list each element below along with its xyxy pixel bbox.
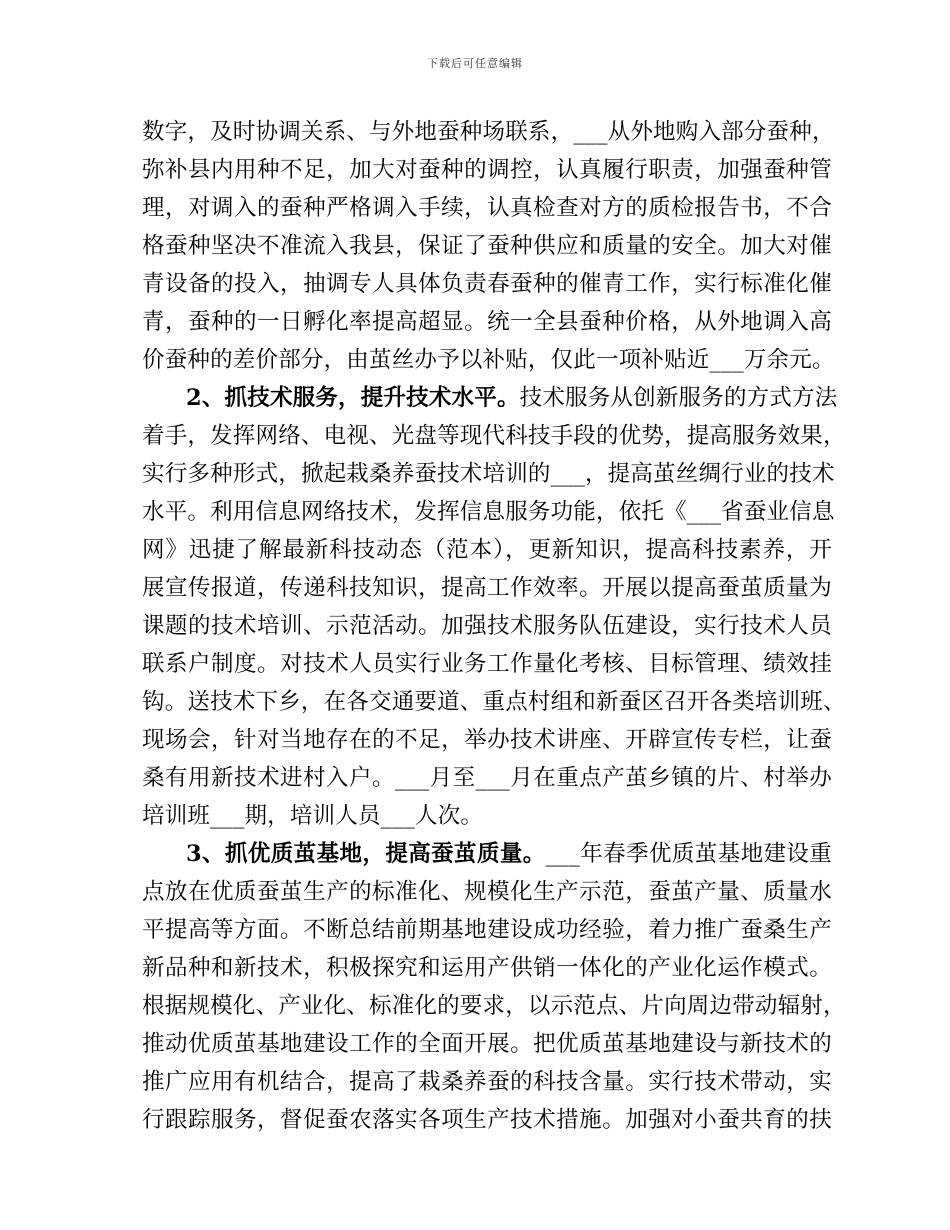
text-line: 价蚕种的差价部分，由茧丝办予以补贴，仅此一项补贴近___万余元。	[142, 347, 835, 373]
text-line: 弥补县内用种不足，加大对蚕种的调控，认真履行职责，加强蚕种管	[142, 157, 832, 183]
text-line: 课题的技术培训、示范活动。加强技术服务队伍建设，实行技术人员	[142, 613, 832, 639]
text-line: 推动优质茧基地建设工作的全面开展。把优质茧基地建设与新技术的	[142, 1031, 832, 1057]
paragraph-first-line	[142, 379, 838, 417]
text-line: 联系户制度。对技术人员实行业务工作量化考核、目标管理、绩效挂	[142, 651, 832, 677]
heading-continuation: ___年春季优质茧基地建设重	[545, 841, 832, 867]
text-line: 平提高等方面。不断总结前期基地建设成功经验，着力推广蚕桑生产	[142, 917, 832, 943]
text-line: 青设备的投入，抽调专人具体负责春蚕种的催青工作，实行标准化催	[142, 271, 832, 297]
text-line: 桑有用新技术进村入户。___月至___月在重点产茧乡镇的片、村举办	[142, 765, 832, 791]
paragraph-3	[142, 835, 846, 1139]
section-heading: 2、抓技术服务，提升技术水平。	[186, 385, 520, 411]
text-line: 现场会，针对当地存在的不足，举办技术讲座、开辟宣传专栏，让蚕	[142, 727, 832, 753]
paragraph-first-line	[142, 835, 832, 873]
text-line: 水平。利用信息网络技术，发挥信息服务功能，依托《___省蚕业信息	[142, 499, 835, 525]
text-line: 着手，发挥网络、电视、光盘等现代科技手段的优势，提高服务效果，	[142, 423, 846, 449]
page-header: 下载后可任意编辑	[427, 57, 523, 70]
text-line: 数字，及时协调关系、与外地蚕种场联系，___从外地购入部分蚕种，	[142, 119, 835, 145]
paragraph-2	[142, 379, 846, 835]
text-line: 培训班___期，培训人员___人次。	[142, 803, 484, 829]
text-line: 点放在优质蚕茧生产的标准化、规模化生产示范，蚕茧产量、质量水	[142, 879, 832, 905]
document-body	[142, 113, 846, 1139]
text-line: 格蚕种坚决不准流入我县，保证了蚕种供应和质量的安全。加大对催	[142, 233, 832, 259]
text-line: 展宣传报道，传递科技知识，提高工作效率。开展以提高蚕茧质量为	[142, 575, 832, 601]
text-line: 网》迅捷了解最新科技动态（范本），更新知识，提高科技素养，开	[142, 537, 832, 563]
section-heading: 3、抓优质茧基地，提高蚕茧质量。	[186, 841, 546, 867]
paragraph-1	[142, 113, 835, 379]
text-line: 根据规模化、产业化、标准化的要求，以示范点、片向周边带动辐射，	[142, 993, 846, 1019]
text-line: 实行多种形式，掀起栽桑养蚕技术培训的___，提高茧丝绸行业的技术	[142, 461, 835, 487]
heading-continuation: 技术服务从创新服务的方式方法	[519, 385, 838, 411]
text-line: 新品种和新技术，积极探究和运用产供销一体化的产业化运作模式。	[142, 955, 832, 981]
text-line: 行跟踪服务，督促蚕农落实各项生产技术措施。加强对小蚕共育的扶	[142, 1107, 832, 1133]
text-line: 推广应用有机结合，提高了栽桑养蚕的科技含量。实行技术带动，实	[142, 1069, 832, 1095]
text-line: 理，对调入的蚕种严格调入手续，认真检查对方的质检报告书，不合	[142, 195, 832, 221]
text-line: 钩。送技术下乡，在各交通要道、重点村组和新蚕区召开各类培训班、	[142, 689, 846, 715]
text-line: 青，蚕种的一日孵化率提高超显。统一全县蚕种价格，从外地调入高	[142, 309, 832, 335]
